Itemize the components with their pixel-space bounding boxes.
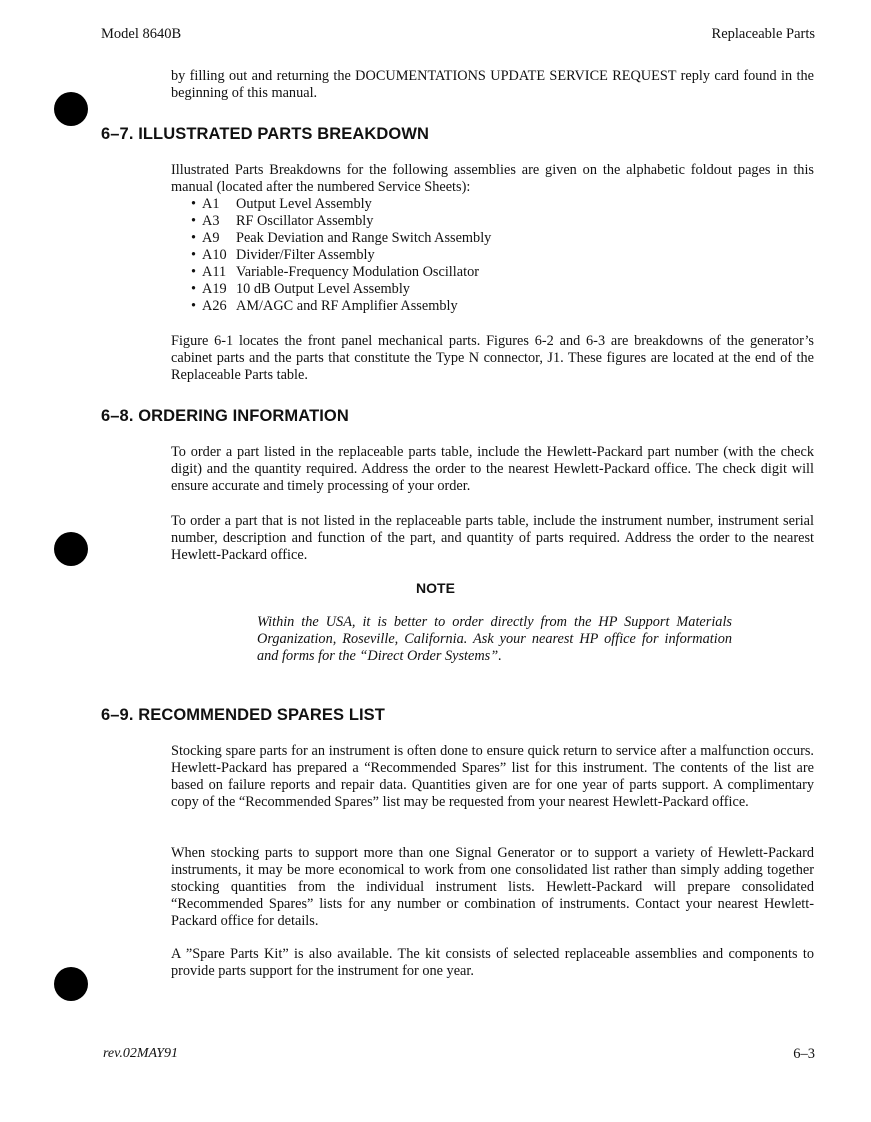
intro-paragraph: by filling out and returning the DOCUMENTATIONS UPDATE SERVICE REQUEST reply card found in the beginning of this manual.: [171, 68, 814, 101]
list-item: • A9 Peak Deviation and Range Switch Assembly: [191, 230, 492, 246]
list-item: • A3 RF Oscillator Assembly: [191, 213, 374, 229]
section-6-9-heading: 6–9. RECOMMENDED SPARES LIST: [101, 706, 385, 724]
list-item: • A19 10 dB Output Level Assembly: [191, 281, 410, 297]
section-6-9-paragraph-3: A ”Spare Parts Kit” is also available. The kit consists of selected replaceable assemblies and components to provide parts support for the instrument for one year.: [171, 946, 814, 979]
header-section: Replaceable Parts: [711, 26, 815, 42]
binder-hole-top: [54, 92, 88, 126]
note-title: NOTE: [416, 580, 455, 596]
revision-date: rev.02MAY91: [103, 1046, 179, 1061]
section-6-9-paragraph-2: When stocking parts to support more than one Signal Generator or to support a variety of Hewlett-Packard instruments, it may be more economical to work from one consolidated list rather than simply adding together stocking quantities from the individual instrument lists. Hewlett-Packard will prepare consolidated “Recommended Spares” lists for any number or combination of instruments. Contact your nearest Hewlett-Packard office for details.: [171, 845, 814, 929]
note-body: Within the USA, it is better to order directly from the HP Support Materials Organization, Roseville, California. Ask your nearest HP office for information and forms for the “Direct Order Systems”.: [257, 614, 732, 664]
list-item: • A1 Output Level Assembly: [191, 196, 372, 212]
list-item: • A10 Divider/Filter Assembly: [191, 247, 375, 263]
section-6-7-lead: Illustrated Parts Breakdowns for the following assemblies are given on the alphabetic foldout pages in this manual (located after the numbered Service Sheets):: [171, 162, 814, 195]
section-6-8-heading: 6–8. ORDERING INFORMATION: [101, 407, 349, 425]
page-number: 6–3: [793, 1046, 815, 1062]
binder-hole-bottom: [54, 967, 88, 1001]
section-6-8-paragraph-2: To order a part that is not listed in the replaceable parts table, include the instrument number, instrument serial number, description and function of the part, and quantity of parts required. Address the order to the nearest Hewlett-Packard office.: [171, 513, 814, 563]
assembly-list: [191, 196, 491, 315]
section-6-7-paragraph: Figure 6-1 locates the front panel mechanical parts. Figures 6-2 and 6-3 are breakdowns of the generator’s cabinet parts and the parts that constitute the Type N connector, J1. These figures are located at the end of the Replaceable Parts table.: [171, 333, 814, 383]
header-model: Model 8640B: [101, 26, 182, 42]
section-6-8-paragraph-1: To order a part listed in the replaceable parts table, include the Hewlett-Packard part number (with the check digit) and the quantity required. Address the order to the nearest Hewlett-Packard office. The check digit will ensure accurate and timely processing of your order.: [171, 444, 814, 494]
list-item: • A26 AM/AGC and RF Amplifier Assembly: [191, 298, 458, 314]
section-6-9-paragraph-1: Stocking spare parts for an instrument is often done to ensure quick return to service after a malfunction occurs. Hewlett-Packard has prepared a “Recommended Spares” list for this instrument. The contents of the list are based on failure reports and repair data. Quantities given are for one year of parts support. A complimentary copy of the “Recommended Spares” list may be requested from your nearest Hewlett-Packard office.: [171, 743, 814, 810]
binder-hole-middle: [54, 532, 88, 566]
section-6-7-heading: 6–7. ILLUSTRATED PARTS BREAKDOWN: [101, 125, 430, 143]
list-item: • A11 Variable-Frequency Modulation Oscillator: [191, 264, 479, 280]
